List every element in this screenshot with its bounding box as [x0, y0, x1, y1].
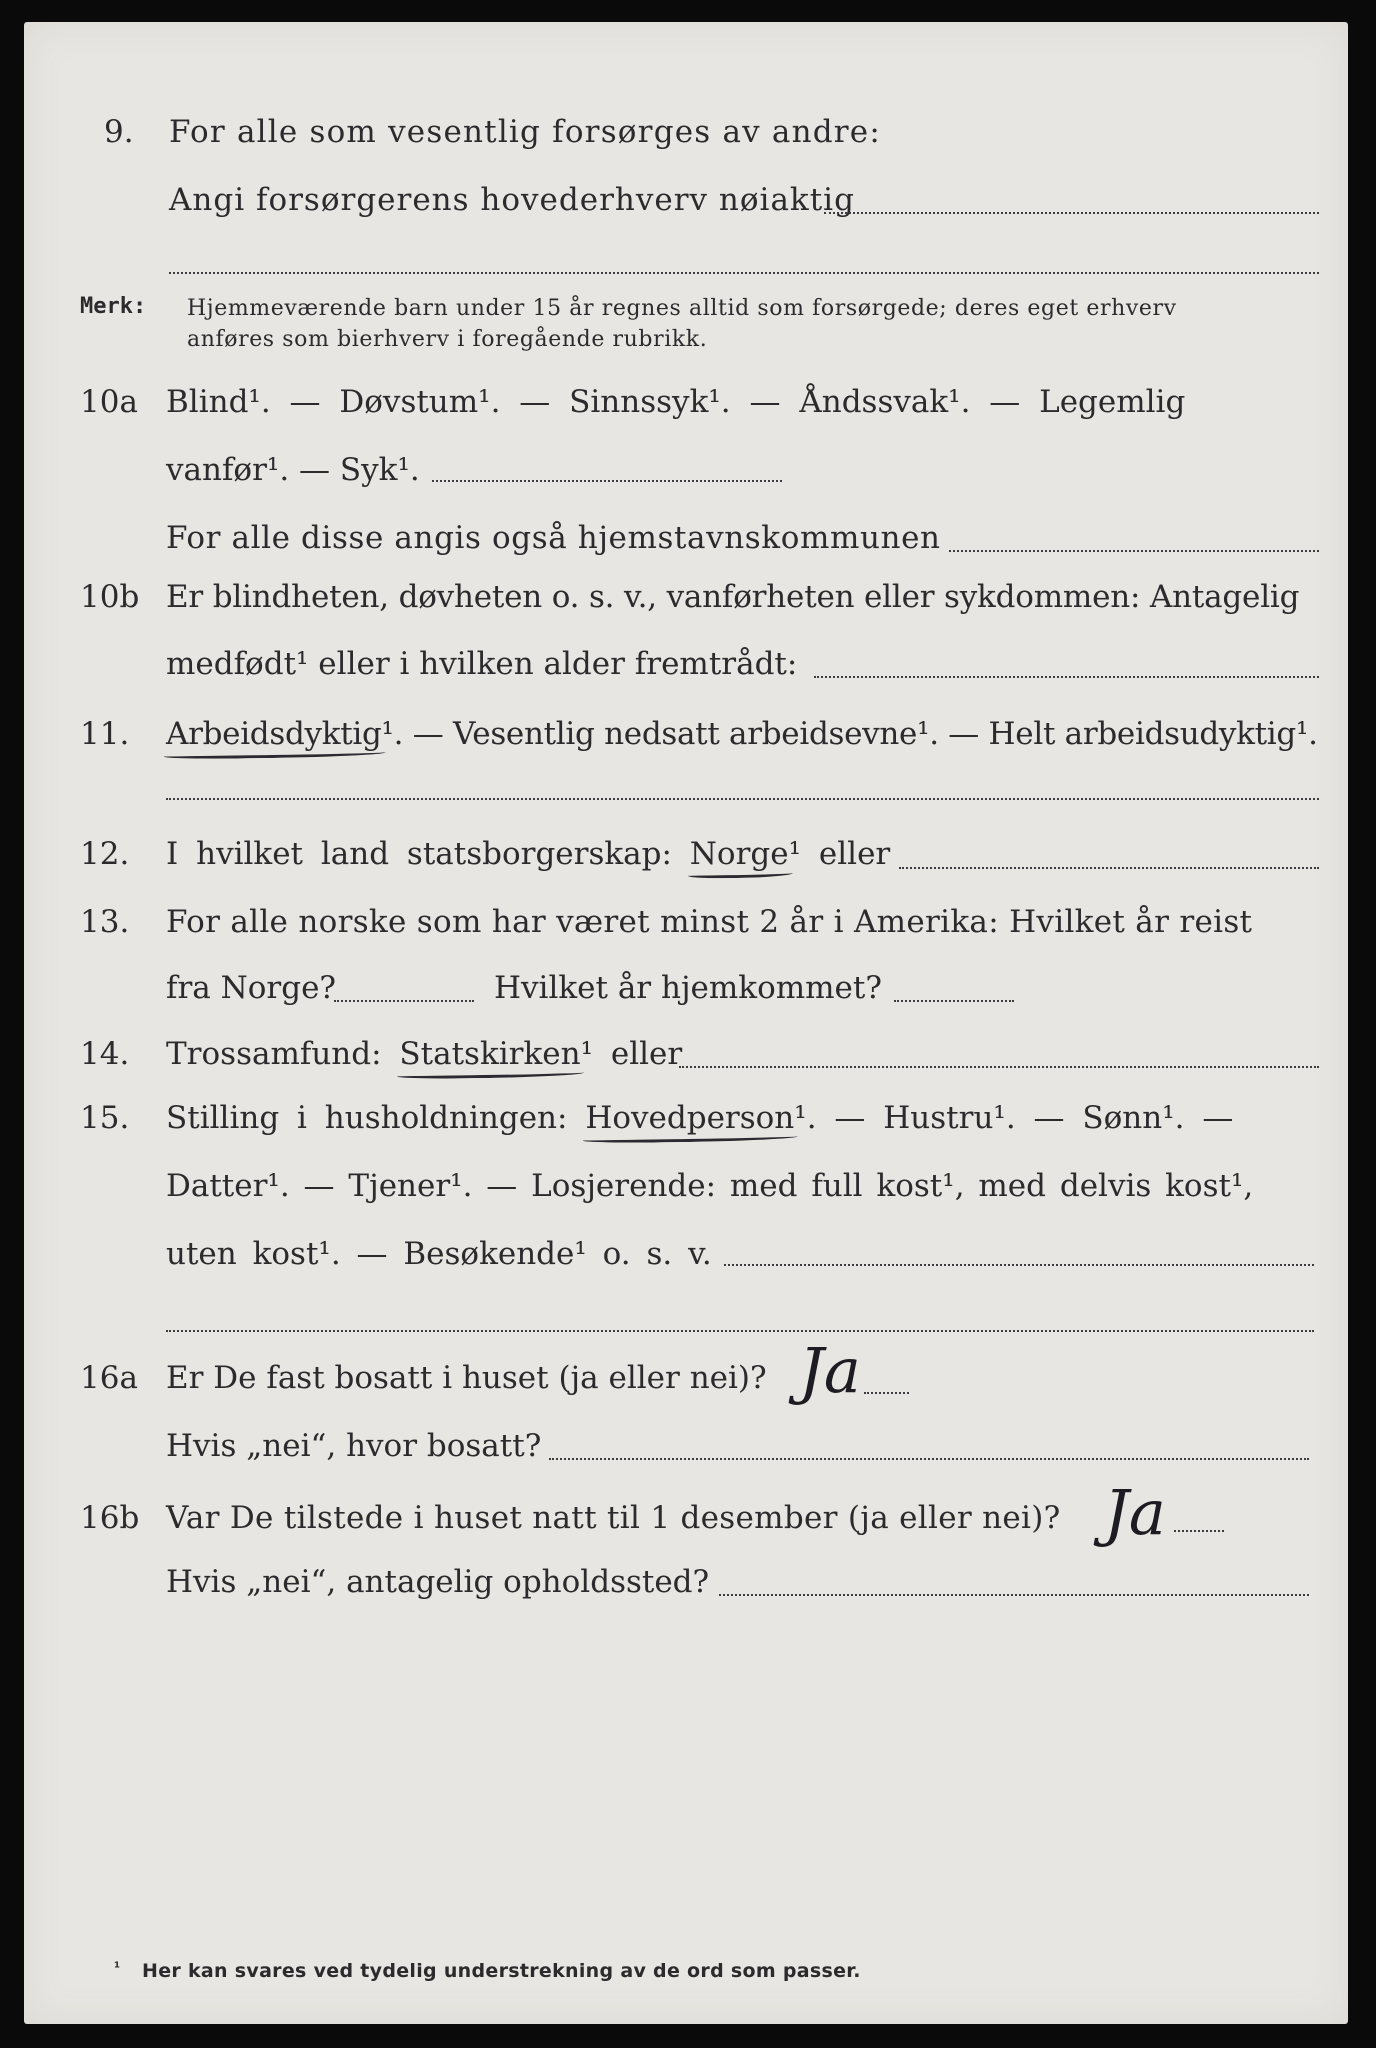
q13-departure-line[interactable] [334, 1000, 474, 1002]
q11-answer-line[interactable] [166, 798, 1319, 800]
q16b-handwritten-answer: Ja [1104, 1476, 1166, 1549]
q10a-hometown-line[interactable] [949, 550, 1319, 552]
q10b-answer-line[interactable] [814, 676, 1319, 678]
q12-number: 12. [80, 836, 130, 872]
q11-rest: . — Vesentlig nedsatt arbeidsevne¹. — Helt arbeidsudyktig¹. [393, 716, 1318, 752]
merk-line1: Hjemmeværende barn under 15 år regnes alltid som forsørgede; deres eget erhverv [187, 296, 1177, 321]
q9-line2: Angi forsørgerens hovederhverv nøiaktig [169, 182, 855, 218]
q11-underlined-option: Arbeidsdyktig [166, 716, 382, 752]
q16b-line2: Hvis „nei“, antagelig opholdssted? [166, 1564, 710, 1600]
q16a-handwritten-answer: Ja [799, 1334, 861, 1407]
q16a-location-line[interactable] [549, 1458, 1309, 1460]
footnote-text: Her kan svares ved tydelig understrekning av de ord som passer. [142, 1960, 861, 1982]
q13-number: 13. [80, 904, 130, 940]
q13-line2b: Hvilket år hjemkommet? [494, 970, 882, 1006]
q12-post: ¹ eller [788, 836, 891, 872]
q16a-line2: Hvis „nei“, hvor bosatt? [166, 1428, 542, 1464]
q10a-line1: Blind¹. — Døvstum¹. — Sinnssyk¹. — Åndssvak¹. — Legemlig [166, 384, 1186, 420]
q15-line2: Datter¹. — Tjener¹. — Losjerende: med full kost¹, med delvis kost¹, [166, 1168, 1254, 1204]
merk-line2: anføres som bierhverv i foregående rubrikk. [187, 327, 708, 352]
q16b-line1: Var De tilstede i huset natt til 1 desember (ja eller nei)? [166, 1500, 1061, 1536]
q12-line [166, 834, 890, 874]
q16b-number: 16b [80, 1500, 140, 1536]
q15-answer-line[interactable] [724, 1264, 1314, 1266]
q11-option-sup: ¹ [381, 716, 394, 752]
q10a-answer-line[interactable] [432, 480, 782, 482]
q12-answer-line[interactable] [899, 867, 1319, 869]
q15-post: ¹. — Hustru¹. — Sønn¹. — [794, 1100, 1234, 1136]
q16a-number: 16a [80, 1360, 138, 1396]
q10b-line2: medfødt¹ eller i hvilken alder fremtrådt: [166, 646, 798, 682]
q15-pre: Stilling i husholdningen: [166, 1100, 568, 1136]
q9-answer-line-2[interactable] [169, 272, 1319, 274]
q16a-line1: Er De fast bosatt i huset (ja eller nei)? [166, 1360, 767, 1396]
q16a-answer-line[interactable] [864, 1392, 909, 1394]
footnote-mark: ¹ [114, 1960, 121, 1976]
q10b-number: 10b [80, 579, 140, 615]
q16b-answer-line[interactable] [1174, 1530, 1224, 1532]
q14-pre: Trossamfund: [166, 1036, 382, 1072]
q11-line [166, 714, 1318, 754]
q9-line1: For alle som vesentlig forsørges av andre: [169, 114, 881, 150]
census-form-page [24, 22, 1348, 2024]
q10a-line3: For alle disse angis også hjemstavnskommunen [166, 520, 941, 556]
q13-line2a: fra Norge? [166, 970, 337, 1006]
q10a-line2: vanfør¹. — Syk¹. [166, 452, 420, 488]
q16b-location-line[interactable] [719, 1594, 1309, 1596]
q14-line [166, 1034, 682, 1074]
q11-number: 11. [80, 716, 130, 752]
q15-line3: uten kost¹. — Besøkende¹ o. s. v. [166, 1236, 712, 1272]
q15-underlined-option: Hovedperson [585, 1100, 795, 1136]
q10b-line1: Er blindheten, døvheten o. s. v., vanførheten eller sykdommen: Antagelig [166, 579, 1300, 615]
q14-number: 14. [80, 1036, 130, 1072]
q10a-number: 10a [80, 384, 138, 420]
q14-answer-line[interactable] [679, 1066, 1319, 1068]
q13-return-line[interactable] [894, 1000, 1014, 1002]
q12-underlined-option: Norge [689, 836, 789, 872]
q15-answer-line-2[interactable] [166, 1330, 1314, 1332]
q14-post: ¹ eller [580, 1036, 683, 1072]
q9-number: 9. [104, 114, 134, 150]
q12-pre: I hvilket land statsborgerskap: [166, 836, 672, 872]
q15-line1 [166, 1098, 1233, 1138]
q14-underlined-option: Statskirken [399, 1036, 581, 1072]
q9-answer-line[interactable] [824, 212, 1319, 214]
merk-label: Merk: [80, 294, 147, 319]
q15-number: 15. [80, 1100, 130, 1136]
q13-line1: For alle norske som har været minst 2 år i Amerika: Hvilket år reist [166, 904, 1253, 940]
